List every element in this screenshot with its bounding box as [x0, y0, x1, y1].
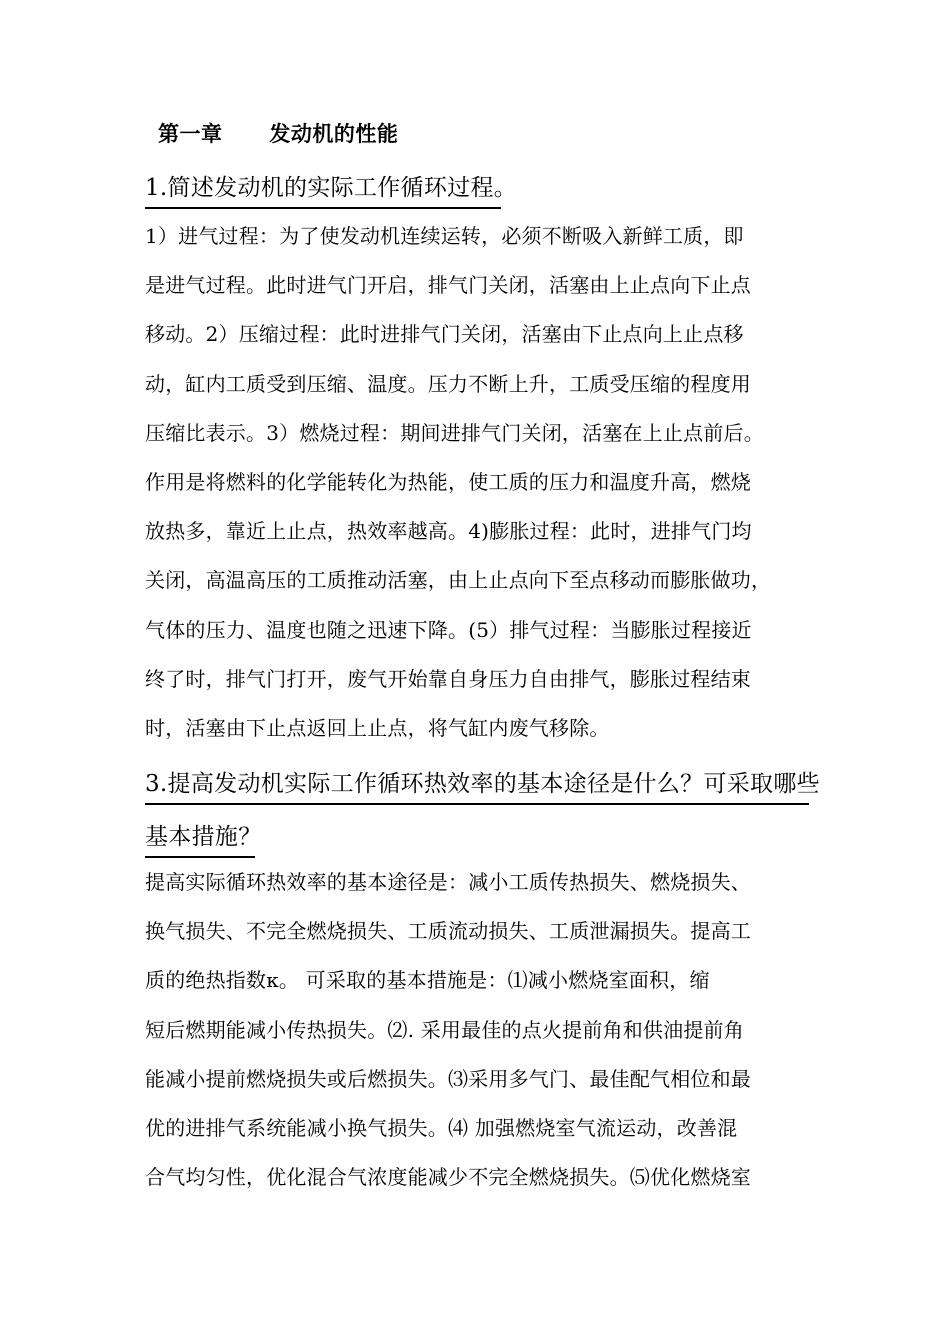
answer-3-line: 提高实际循环热效率的基本途径是：减小工质传热损失、燃烧损失、: [145, 870, 751, 894]
answer-1-line: 1）进气过程：为了使发动机连续运转，必须不断吸入新鲜工质，即: [145, 224, 744, 248]
answer-1-line: 关闭，高温高压的工质推动活塞，由上止点向下至点移动而膨胀做功，: [145, 568, 772, 593]
answer-3-line: 换气损失、不完全燃烧损失、工质流动损失、工质泄漏损失。提高工: [145, 919, 751, 944]
answer-3-line: 优的进排气系统能减小换气损失。⑷ 加强燃烧室气流运动，改善混: [145, 1115, 738, 1140]
question-1-title: 1.简述发动机的实际工作循环过程。: [145, 169, 501, 209]
answer-1-line: 放热多，靠近上止点，热效率越高。4)膨胀过程：此时，进排气门均: [145, 519, 752, 544]
answer-1-line: 作用是将燃料的化学能转化为热能，使工质的压力和温度升高，燃烧: [145, 469, 751, 494]
question-3-title-line-1: 3.提高发动机实际工作循环热效率的基本途径是什么？可采取哪些: [145, 765, 809, 805]
answer-3-paragraph: [145, 858, 813, 1202]
answer-3-line: 合气均匀性，优化混合气浓度能减少不完全燃烧损失。⑸优化燃烧室: [145, 1165, 751, 1190]
answer-1-line: 压缩比表示。3）燃烧过程：期间进排气门关闭，活塞在上止点前后。: [145, 420, 764, 445]
answer-1-line: 是进气过程。此时进气门开启，排气门关闭，活塞由上止点向下止点: [145, 273, 751, 298]
answer-1-line: 移动。2）压缩过程：此时进排气门关闭，活塞由下止点向上止点移: [145, 322, 744, 347]
answer-3-line: 短后燃期能减小传热损失。⑵. 采用最佳的点火提前角和供油提前角: [145, 1017, 744, 1042]
answer-1-paragraph: [145, 212, 813, 753]
answer-1-line: 气体的压力、温度也随之迅速下降。(5）排气过程：当膨胀过程接近: [145, 617, 752, 642]
answer-3-line: 质的绝热指数κ。 可采取的基本措施是：⑴减小燃烧室面积，缩: [145, 968, 710, 993]
question-1: [145, 164, 518, 212]
answer-1-line: 动，缸内工质受到压缩、温度。压力不断上升，工质受压缩的程度用: [145, 371, 751, 396]
chapter-title: 第一章 发动机的性能: [158, 122, 399, 146]
answer-1-line: 终了时，排气门打开，废气开始靠自身压力自由排气，膨胀过程结束: [145, 666, 751, 691]
answer-3-line: 能减小提前燃烧损失或后燃损失。⑶采用多气门、最佳配气相位和最: [145, 1066, 751, 1091]
question-3-title-line-2: 基本措施？: [145, 818, 255, 858]
question-3: [145, 760, 820, 861]
answer-1-line: 时，活塞由下止点返回上止点，将气缸内废气移除。: [145, 715, 610, 740]
